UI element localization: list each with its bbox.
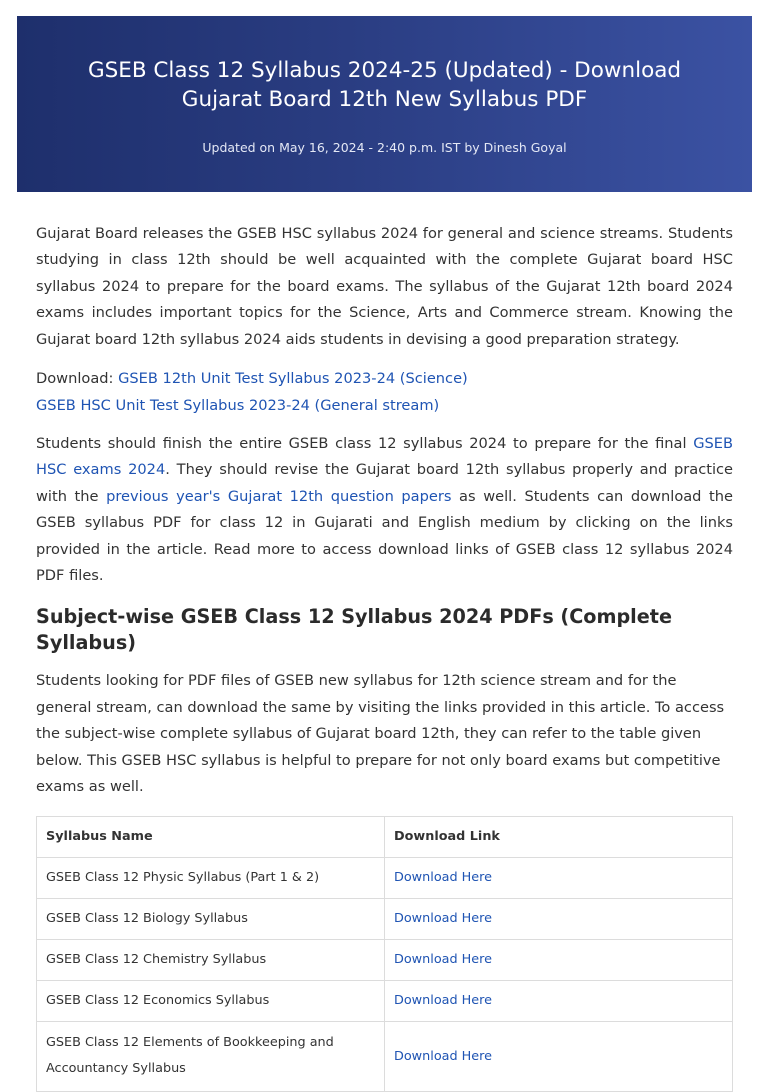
- download-here-link[interactable]: Download Here: [394, 1048, 493, 1064]
- table-row: [37, 1021, 733, 1091]
- download-label: Download:: [36, 370, 114, 388]
- syllabus-name-cell: GSEB Class 12 Elements of Bookkeeping and Accountancy Syllabus: [37, 1021, 385, 1091]
- article-header: [17, 16, 752, 192]
- column-header-download-link: Download Link: [385, 816, 733, 857]
- table-header-row: [37, 816, 733, 857]
- download-cell: [385, 898, 733, 939]
- article-meta: Updated on May 16, 2024 - 2:40 p.m. IST by Dinesh Goyal: [202, 140, 567, 155]
- intro-paragraph: Gujarat Board releases the GSEB HSC syllabus 2024 for general and science streams. Students studying in class 12th should be well acquainted with the complete Gujarat board HSC syllabus 2024 to prepare for the board exams. The syllabus of the Gujarat 12th board 2024 exams includes important topics for the Science, Arts and Commerce stream. Knowing the Gujarat board 12th syllabus 2024 aids students in devising a good preparation strategy.: [36, 225, 733, 348]
- column-header-syllabus-name: Syllabus Name: [37, 816, 385, 857]
- download-here-link[interactable]: Download Here: [394, 911, 493, 926]
- download-here-link[interactable]: Download Here: [394, 870, 493, 885]
- download-here-link[interactable]: Download Here: [394, 993, 493, 1008]
- download-line-2: [36, 392, 733, 419]
- download-here-link[interactable]: Download Here: [394, 952, 493, 967]
- table-row: [37, 857, 733, 898]
- table-row: [37, 980, 733, 1021]
- download-cell: [385, 939, 733, 980]
- para2-text-2: . They should revise the Gujarat board 12th syllabus properly and practice with the: [36, 461, 734, 505]
- article-body: [36, 221, 733, 1092]
- para2-text-1: Students should finish the entire GSEB class 12 syllabus 2024 to prepare for the final: [36, 435, 694, 453]
- unit-test-general-link[interactable]: GSEB HSC Unit Test Syllabus 2023-24 (General stream): [36, 397, 440, 415]
- section-paragraph: Students looking for PDF files of GSEB new syllabus for 12th science stream and for the general stream, can download the same by visiting the links provided in this article. To access the subject-wise complete syllabus of Gujarat board 12th, they can refer to the table given below. This GSEB HSC syllabus is helpful to prepare for not only board exams but competitive exams as well.: [36, 672, 725, 796]
- syllabus-name-cell: GSEB Class 12 Biology Syllabus: [37, 898, 385, 939]
- download-cell: [385, 1021, 733, 1091]
- download-links: [36, 365, 733, 419]
- download-cell: [385, 857, 733, 898]
- preparation-paragraph: [36, 431, 733, 589]
- question-papers-link[interactable]: previous year's Gujarat 12th question papers: [106, 487, 452, 505]
- download-cell: [385, 980, 733, 1021]
- section-heading: Subject-wise GSEB Class 12 Syllabus 2024 PDFs (Complete Syllabus): [36, 605, 672, 655]
- para2-text-3: as well. Students can download the GSEB syllabus PDF for class 12 in Gujarati and English medium by clicking on the links provided in the article. Read more to access download links of GSEB class 12 syllabus 2024 PDF files.: [36, 487, 733, 585]
- gseb-hsc-exams-link[interactable]: GSEB HSC exams 2024: [36, 435, 733, 479]
- unit-test-science-link[interactable]: GSEB 12th Unit Test Syllabus 2023-24 (Science): [118, 370, 468, 388]
- syllabus-table: [36, 816, 733, 1092]
- table-row: [37, 898, 733, 939]
- syllabus-name-cell: GSEB Class 12 Chemistry Syllabus: [37, 939, 385, 980]
- table-row: [37, 939, 733, 980]
- page-title: GSEB Class 12 Syllabus 2024-25 (Updated) - Download Gujarat Board 12th New Syllabus PDF: [87, 58, 682, 112]
- syllabus-name-cell: GSEB Class 12 Economics Syllabus: [37, 980, 385, 1021]
- syllabus-name-cell: GSEB Class 12 Physic Syllabus (Part 1 & 2): [37, 857, 385, 898]
- download-line-1: [36, 365, 733, 392]
